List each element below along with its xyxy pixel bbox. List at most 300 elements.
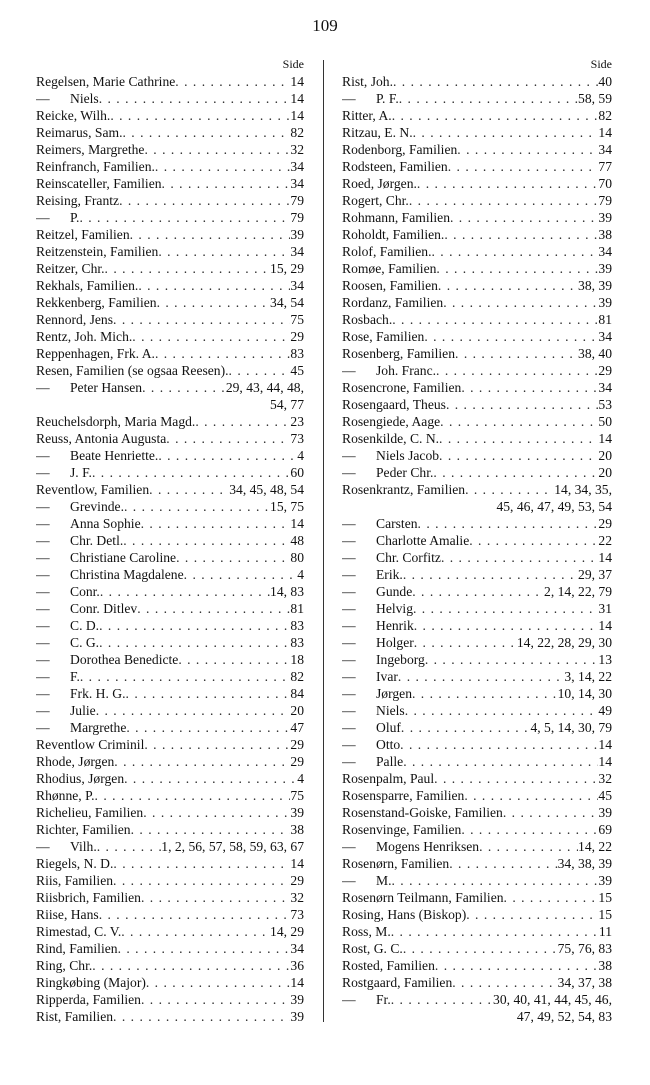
- entry-pages: 29, 37: [578, 567, 612, 582]
- entry-name: Rist, Familien: [36, 1009, 114, 1024]
- index-entry-line: [342, 770, 612, 787]
- entry-name: Mogens Henriksen: [376, 839, 480, 854]
- leader-dots: [144, 141, 290, 158]
- index-entry-line: [36, 549, 304, 566]
- index-entry: [36, 277, 304, 294]
- index-entry: [36, 532, 304, 549]
- leader-dots: [162, 175, 291, 192]
- index-entry-line: [36, 141, 304, 158]
- page-number: 109: [312, 16, 338, 35]
- entry-name: Reventlow Criminil: [36, 737, 145, 752]
- index-entry-line: [36, 600, 304, 617]
- entry-pages: 75, 76, 83: [557, 941, 612, 956]
- index-entry-line: [342, 175, 612, 192]
- entry-name: Anna Sophie: [70, 516, 141, 531]
- index-entry-line: [342, 855, 612, 872]
- index-entry-line: [342, 651, 612, 668]
- leader-dots: [436, 260, 598, 277]
- leader-dots: [110, 107, 290, 124]
- entry-pages: 14: [598, 618, 612, 633]
- entry-pages: 15: [598, 907, 612, 922]
- leader-dots: [504, 889, 599, 906]
- index-entry-line: [36, 906, 304, 923]
- index-entry: [36, 855, 304, 872]
- entry-name: Rosing, Hans (Biskop): [342, 907, 467, 922]
- entry-pages: 82: [290, 125, 304, 140]
- leader-dots: [448, 158, 599, 175]
- leader-dots: [392, 872, 599, 889]
- index-entry: [342, 770, 612, 787]
- entry-pages: 38: [598, 227, 612, 242]
- entry-pages: 82: [598, 108, 612, 123]
- index-entry-line: [36, 260, 304, 277]
- index-entry-line: [36, 226, 304, 243]
- side-header: Side: [282, 57, 304, 71]
- entry-prefix: —: [36, 380, 50, 395]
- entry-pages: 4: [297, 567, 304, 582]
- entry-pages: 34: [598, 329, 612, 344]
- entry-name: Rolof, Familien.: [342, 244, 432, 259]
- index-entry-line: [36, 787, 304, 804]
- entry-pages: 31: [598, 601, 612, 616]
- leader-dots: [99, 906, 291, 923]
- entry-prefix: —: [342, 720, 356, 735]
- entry-prefix: —: [342, 448, 356, 463]
- entry-name: Rosted, Familien: [342, 958, 435, 973]
- index-entry: [342, 804, 612, 821]
- index-entry: [36, 753, 304, 770]
- entry-pages: 1, 2, 56, 57, 58, 59, 63, 67: [161, 839, 304, 854]
- leader-dots: [138, 277, 290, 294]
- index-entry: [36, 940, 304, 957]
- entry-prefix: —: [36, 618, 50, 633]
- index-entry: [342, 753, 612, 770]
- entry-pages: 11: [598, 924, 612, 939]
- leader-dots: [469, 532, 598, 549]
- index-entry-line: [342, 532, 612, 549]
- index-entry-line: [36, 124, 304, 141]
- entry-name: Christiane Caroline: [70, 550, 177, 565]
- index-entry: [36, 889, 304, 906]
- index-entry-line: [342, 464, 612, 481]
- entry-prefix: —: [342, 465, 356, 480]
- entry-prefix: —: [36, 669, 50, 684]
- index-entry: [342, 566, 612, 583]
- index-entry: [342, 311, 612, 328]
- entry-prefix: —: [342, 601, 356, 616]
- leader-dots: [401, 719, 531, 736]
- entry-name: Riisbrich, Familien: [36, 890, 141, 905]
- leader-dots: [449, 855, 557, 872]
- entry-pages: 83: [290, 635, 304, 650]
- index-entry-line: [36, 345, 304, 362]
- entry-name: Rennord, Jens: [36, 312, 114, 327]
- index-entry-line: [36, 736, 304, 753]
- index-entry: [36, 923, 304, 940]
- leader-dots: [130, 226, 291, 243]
- entry-pages: 14: [290, 108, 304, 123]
- index-entry: [342, 141, 612, 158]
- index-entry-line: [36, 617, 304, 634]
- leader-dots: [438, 277, 578, 294]
- entry-prefix: —: [36, 210, 50, 225]
- entry-name: Rose, Familien: [342, 329, 425, 344]
- index-entry-line: [36, 464, 304, 481]
- entry-name: Chr. Corfitz: [376, 550, 441, 565]
- entry-name: Chr. Detl.: [70, 533, 124, 548]
- index-entry: [342, 277, 612, 294]
- entry-pages: 14, 83: [270, 584, 304, 599]
- entry-pages: 30, 40, 41, 44, 45, 46,: [493, 992, 612, 1007]
- index-entry-line: [342, 600, 612, 617]
- index-entry: [342, 396, 612, 413]
- entry-prefix: —: [36, 839, 50, 854]
- index-entry: [36, 600, 304, 617]
- leader-dots: [464, 787, 598, 804]
- leader-dots: [457, 141, 598, 158]
- index-entry: [342, 923, 612, 940]
- index-entry: [36, 447, 304, 464]
- index-entry: [36, 498, 304, 515]
- leader-dots: [452, 974, 557, 991]
- index-entry-line: [36, 192, 304, 209]
- leader-dots: [175, 73, 290, 90]
- leader-dots: [443, 294, 598, 311]
- leader-dots: [432, 243, 599, 260]
- leader-dots: [113, 855, 290, 872]
- index-entry-line: [36, 957, 304, 974]
- leader-dots: [97, 838, 162, 855]
- index-entry-line: [36, 753, 304, 770]
- index-entry: [342, 532, 612, 549]
- leader-dots: [157, 294, 270, 311]
- index-entry-line: [342, 583, 612, 600]
- entry-name: Holger: [376, 635, 414, 650]
- index-entry-line: [342, 702, 612, 719]
- index-entry: [36, 957, 304, 974]
- entry-pages: 22: [598, 533, 612, 548]
- leader-dots: [446, 396, 598, 413]
- index-entry: [36, 702, 304, 719]
- entry-prefix: —: [36, 550, 50, 565]
- leader-dots: [393, 73, 598, 90]
- index-entry-line: [36, 209, 304, 226]
- index-entry-line: [342, 719, 612, 736]
- index-entry-line: [342, 515, 612, 532]
- entry-name: Ivar: [376, 669, 398, 684]
- entry-name: Reinfranch, Familien.: [36, 159, 155, 174]
- entry-name: Rosenørn, Familien: [342, 856, 450, 871]
- entry-name: Regelsen, Marie Cathrine: [36, 74, 176, 89]
- entry-prefix: —: [342, 550, 356, 565]
- index-entry: [342, 362, 612, 379]
- entry-prefix: —: [342, 652, 356, 667]
- entry-pages: 58, 59: [578, 91, 612, 106]
- entry-prefix: —: [36, 686, 50, 701]
- entry-name: Ringkøbing (Major): [36, 975, 146, 990]
- index-entry-line: [36, 651, 304, 668]
- index-entry: [342, 974, 612, 991]
- index-entry: [342, 702, 612, 719]
- index-entry-line: [342, 141, 612, 158]
- entry-pages: 80: [290, 550, 304, 565]
- entry-pages: 14: [598, 125, 612, 140]
- entry-name: Roed, Jørgen.: [342, 176, 417, 191]
- entry-pages: 70: [598, 176, 612, 191]
- entry-prefix: —: [342, 584, 356, 599]
- leader-dots: [414, 634, 517, 651]
- entry-pages: 34: [598, 142, 612, 157]
- index-entry: [36, 685, 304, 702]
- entry-pages: 4: [297, 771, 304, 786]
- leader-dots: [124, 498, 270, 515]
- index-entry-line: [36, 634, 304, 651]
- index-entry: [342, 90, 612, 107]
- index-entry-line: [36, 73, 304, 90]
- entry-pages: 14, 34, 35,: [554, 482, 612, 497]
- column-divider: [323, 60, 324, 1022]
- index-entry: [342, 940, 612, 957]
- entry-name: Rosenvinge, Familien: [342, 822, 462, 837]
- index-entry: [342, 107, 612, 124]
- index-entry: [342, 73, 612, 90]
- index-entry-line: [342, 158, 612, 175]
- index-list: [36, 73, 304, 1025]
- leader-dots: [439, 430, 598, 447]
- entry-pages: 34: [290, 244, 304, 259]
- entry-prefix: —: [36, 720, 50, 735]
- index-entry: [36, 651, 304, 668]
- entry-name: Ritzau, E. N.: [342, 125, 413, 140]
- index-entry-line: [342, 617, 612, 634]
- entry-name: Grevinde.: [70, 499, 124, 514]
- entry-pages: 15: [598, 890, 612, 905]
- entry-name: Rhode, Jørgen: [36, 754, 115, 769]
- entry-prefix: —: [342, 737, 356, 752]
- entry-pages-continued: 47, 49, 52, 54, 83: [516, 1009, 612, 1024]
- entry-name: Reuchelsdorph, Maria Magd.: [36, 414, 196, 429]
- entry-pages: 38, 39: [578, 278, 612, 293]
- leader-dots: [123, 532, 290, 549]
- entry-pages: 34: [598, 380, 612, 395]
- index-entry: [36, 209, 304, 226]
- entry-pages: 81: [598, 312, 612, 327]
- entry-pages: 34, 45, 48, 54: [229, 482, 304, 497]
- leader-dots: [92, 464, 290, 481]
- entry-name: Fr.: [376, 992, 391, 1007]
- index-entry-line: [36, 243, 304, 260]
- index-entry-line: [342, 549, 612, 566]
- entry-pages: 45: [598, 788, 612, 803]
- leader-dots: [424, 328, 598, 345]
- leader-dots: [400, 736, 598, 753]
- index-entry: [342, 787, 612, 804]
- index-entry: [342, 209, 612, 226]
- index-entry: [36, 158, 304, 175]
- index-entry: [36, 991, 304, 1008]
- index-column-left: [36, 56, 304, 1025]
- entry-pages: 73: [290, 431, 304, 446]
- entry-prefix: —: [342, 635, 356, 650]
- index-entry-line: [342, 923, 612, 940]
- index-entry: [36, 107, 304, 124]
- entry-pages: 14: [290, 74, 304, 89]
- entry-prefix: —: [36, 533, 50, 548]
- leader-dots: [126, 685, 291, 702]
- index-entry-line: [36, 362, 304, 379]
- index-entry: [36, 124, 304, 141]
- entry-name: Frk. H. G.: [70, 686, 126, 701]
- entry-pages: 20: [290, 703, 304, 718]
- leader-dots: [405, 702, 599, 719]
- leader-dots: [79, 209, 290, 226]
- entry-name: Resen, Familien (se ogsaa Reesen).: [36, 363, 229, 378]
- entry-name: Joh. Franc.: [376, 363, 437, 378]
- entry-name: Rost, G. C.: [342, 941, 403, 956]
- entry-prefix: —: [342, 703, 356, 718]
- leader-dots: [131, 821, 291, 838]
- index-entry-line: [36, 940, 304, 957]
- entry-name: Reitzel, Familien: [36, 227, 130, 242]
- entry-pages: 14, 22: [578, 839, 612, 854]
- index-entry-line: [36, 923, 304, 940]
- leader-dots: [80, 668, 291, 685]
- index-entry-line: [36, 889, 304, 906]
- leader-dots: [441, 549, 598, 566]
- index-entry-line: [36, 175, 304, 192]
- entry-pages: 14: [598, 550, 612, 565]
- index-entry-line: [36, 311, 304, 328]
- leader-dots: [141, 889, 290, 906]
- index-entry: [36, 821, 304, 838]
- entry-pages: 79: [598, 193, 612, 208]
- leader-dots: [450, 209, 598, 226]
- leader-dots: [95, 787, 291, 804]
- leader-dots: [392, 107, 599, 124]
- index-entry: [36, 90, 304, 107]
- index-entry-line: [36, 566, 304, 583]
- entry-pages: 79: [290, 210, 304, 225]
- leader-dots: [119, 192, 290, 209]
- leader-dots: [461, 379, 598, 396]
- entry-name: Reicke, Wilh.: [36, 108, 111, 123]
- leader-dots: [144, 736, 290, 753]
- entry-pages: 60: [290, 465, 304, 480]
- entry-name: Ingeborg: [376, 652, 425, 667]
- entry-pages: 38: [290, 822, 304, 837]
- entry-name: Reimers, Margrethe: [36, 142, 145, 157]
- index-entry-line: [342, 379, 612, 396]
- entry-pages: 39: [598, 210, 612, 225]
- entry-pages: 79: [290, 193, 304, 208]
- entry-name: Rosenkilde, C. N.: [342, 431, 440, 446]
- entry-name: Ross, M.: [342, 924, 391, 939]
- entry-name: Rohmann, Familien: [342, 210, 450, 225]
- index-entry: [342, 685, 612, 702]
- leader-dots: [414, 617, 599, 634]
- entry-name: Conr. Ditlev: [70, 601, 138, 616]
- entry-name: P.: [70, 210, 80, 225]
- entry-pages: 36: [290, 958, 304, 973]
- index-entry-line: [36, 838, 304, 855]
- entry-pages: 29: [290, 329, 304, 344]
- index-entry: [36, 192, 304, 209]
- leader-dots: [392, 311, 598, 328]
- entry-name: Reppenhagen, Frk. A.: [36, 346, 155, 361]
- entry-name: Niels: [70, 91, 99, 106]
- entry-pages: 53: [598, 397, 612, 412]
- entry-name: Niels Jacob: [376, 448, 440, 463]
- leader-dots: [100, 583, 270, 600]
- index-entry-line: [342, 124, 612, 141]
- leader-dots: [92, 957, 290, 974]
- index-entry: [342, 821, 612, 838]
- leader-dots: [413, 124, 599, 141]
- entry-pages: 32: [598, 771, 612, 786]
- index-entry-line: [36, 702, 304, 719]
- index-entry: [36, 549, 304, 566]
- index-entry-line: [342, 481, 612, 498]
- entry-name: Reising, Frantz: [36, 193, 120, 208]
- index-entry: [342, 991, 612, 1025]
- leader-dots: [122, 124, 290, 141]
- index-entry-line: [342, 413, 612, 430]
- entry-name: Julie: [70, 703, 96, 718]
- index-entry: [36, 974, 304, 991]
- entry-name: Beate Henriette.: [70, 448, 159, 463]
- index-entry-line: [36, 719, 304, 736]
- entry-name: Richelieu, Familien: [36, 805, 144, 820]
- index-entry-line: [342, 753, 612, 770]
- leader-dots: [403, 566, 578, 583]
- entry-name: Erik.: [376, 567, 403, 582]
- index-entry-line: [36, 685, 304, 702]
- leader-dots: [155, 158, 290, 175]
- leader-dots: [195, 413, 290, 430]
- entry-name: Riise, Hans: [36, 907, 99, 922]
- index-entry: [36, 736, 304, 753]
- index-entry-line: [342, 940, 612, 957]
- entry-prefix: —: [342, 516, 356, 531]
- index-entry-line: [342, 209, 612, 226]
- leader-dots: [178, 651, 290, 668]
- entry-name: Reimarus, Sam.: [36, 125, 123, 140]
- entry-pages: 34, 38, 39: [557, 856, 612, 871]
- entry-prefix: —: [36, 635, 50, 650]
- index-entry: [342, 226, 612, 243]
- leader-dots: [96, 702, 291, 719]
- leader-dots: [398, 668, 565, 685]
- index-entry: [36, 413, 304, 430]
- entry-name: Rosencrone, Familien: [342, 380, 462, 395]
- entry-name: Roholdt, Familien.: [342, 227, 445, 242]
- entry-pages: 73: [290, 907, 304, 922]
- entry-pages: 83: [290, 618, 304, 633]
- leader-dots: [132, 328, 290, 345]
- entry-name: Rosengiede, Aage: [342, 414, 441, 429]
- entry-prefix: —: [36, 703, 50, 718]
- index-entry-line: [342, 447, 612, 464]
- index-entry-line: [342, 906, 612, 923]
- leader-dots: [444, 226, 598, 243]
- index-entry: [342, 481, 612, 515]
- index-entry-line: [342, 73, 612, 90]
- index-column-right: [342, 56, 612, 1025]
- entry-pages: 4, 5, 14, 30, 79: [530, 720, 612, 735]
- index-entry: [36, 719, 304, 736]
- entry-name: Rekkenberg, Familien: [36, 295, 157, 310]
- entry-pages: 48: [290, 533, 304, 548]
